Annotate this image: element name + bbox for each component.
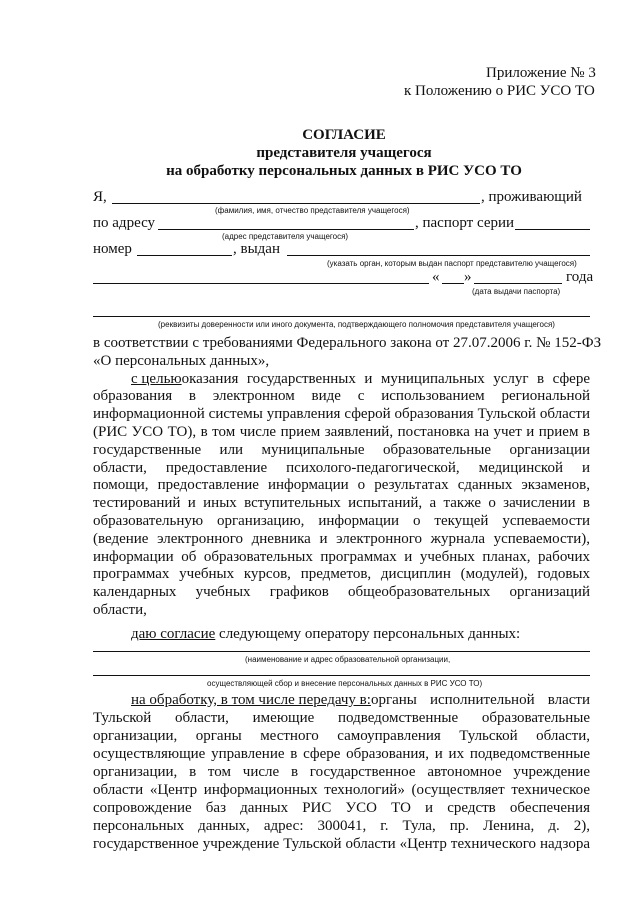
operator-hint-2: осуществляющей сбор и внесение персональных данных в РИС УСО ТО) [207, 679, 483, 688]
address-hint: (адрес представителя учащегося) [222, 232, 349, 241]
consent-line [131, 625, 520, 644]
power-of-attorney-field[interactable] [93, 316, 590, 317]
document-subtitle-2: на обработку персональных данных в РИС УСО ТО [166, 163, 522, 179]
consent-text: следующему оператору персональных данных: [215, 626, 521, 642]
purpose-last-line: области, [93, 602, 147, 618]
purpose-line: информации об образовательных программах и учебных планах, рабочих [93, 549, 590, 565]
purpose-line: (РИС УСО ТО), в том числе прием заявлений, постановка на учет и прием в [93, 424, 590, 440]
date-hint: (дата выдачи паспорта) [472, 287, 561, 296]
purpose-line: информационной системы управления сферой образования Тульской области [93, 406, 590, 422]
purpose-lead: с целью [131, 371, 182, 387]
document-subtitle: представителя учащегося [256, 145, 432, 161]
passport-label: , паспорт серии [415, 215, 515, 231]
purpose-first-line-text: оказания государственных и муниципальных услуг в сфере [181, 371, 590, 387]
processing-line: осуществляющие управление в сфере образования, и их подведомственные [93, 746, 590, 762]
issued-label: , выдан [233, 241, 280, 257]
purpose-line: области, предоставление психолого-педагогической, медицинской и [93, 460, 590, 476]
purpose-line: (ведение электронного дневника и электронного журнала успеваемости), [93, 531, 590, 547]
fio-hint: (фамилия, имя, отчество представителя учащегося) [215, 206, 410, 215]
purpose-line: образовательную организацию, информации о текущей успеваемости [93, 513, 590, 529]
purpose-line: помощи, предоставление информации о результатах сданных экзаменов, [93, 477, 590, 493]
issuer-field-continued[interactable] [93, 283, 429, 284]
power-hint: (реквизиты доверенности или иного документа, подтверждающего полномочия представителя учащегося) [158, 320, 555, 329]
address-field[interactable] [158, 229, 414, 230]
processing-line: области «Центр информационных технологий» (осуществляет техническое [93, 782, 590, 798]
issuer-hint: (указать орган, которым выдан паспорт представителю учащегося) [327, 259, 577, 268]
address-label: по адресу [93, 215, 156, 231]
fio-field[interactable] [112, 203, 480, 204]
purpose-line: программах учебных курсов, предметов, дисциплин (модулей), годовых [93, 566, 590, 582]
purpose-line: тестирований и иных вступительных испытаний, а также о зачислении в [93, 495, 590, 511]
i-label: Я, [93, 189, 107, 205]
law-line-2: «О персональных данных», [93, 353, 270, 369]
operator-hint: (наименование и адрес образовательной организации, [245, 655, 451, 664]
processing-first-line-text: органы исполнительной власти [370, 692, 590, 708]
processing-line: сопровождение баз данных РИС УСО ТО и средств обеспечения [93, 800, 590, 816]
appendix-number: Приложение № 3 [486, 65, 596, 81]
living-label: , проживающий [481, 189, 582, 205]
purpose-line: образования в электронном виде с использованием региональной [93, 388, 590, 404]
processing-line: персональных данных, адрес: 300041, г. Тула, пр. Ленина, д. 2), [93, 818, 590, 834]
processing-line: организации, органы местного самоуправления Тульской области, [93, 728, 590, 744]
issue-day-field[interactable] [442, 283, 464, 284]
processing-line: Тульской области, имеющие подведомственные образовательные [93, 710, 590, 726]
quote-open: « [432, 269, 440, 285]
issuer-field[interactable] [287, 255, 590, 256]
operator-field[interactable] [93, 651, 590, 652]
passport-series-field[interactable] [515, 229, 590, 230]
issue-month-year-field[interactable] [474, 283, 562, 284]
purpose-line: календарных учебных графиков общеобразовательных организаций [93, 584, 590, 600]
appendix-reference: к Положению о РИС УСО ТО [404, 83, 595, 99]
processing-first-line [131, 691, 590, 710]
processing-line: государственное учреждение Тульской области «Центр технического надзора [93, 836, 590, 852]
year-label: года [566, 269, 594, 285]
operator-field-continued[interactable] [93, 675, 590, 676]
document-title: СОГЛАСИЕ [302, 127, 386, 143]
processing-lead: на обработку, в том числе передачу в: [131, 692, 371, 708]
purpose-line: государственные или муниципальные образовательные организации [93, 442, 590, 458]
law-line-1: в соответствии с требованиями Федерального закона от 27.07.2006 г. № 152-ФЗ [93, 335, 602, 351]
passport-number-field[interactable] [137, 255, 232, 256]
quote-close: » [464, 269, 472, 285]
number-label: номер [93, 241, 132, 257]
consent-lead: даю согласие [131, 626, 216, 642]
processing-line: организации, в том числе в государственное автономное учреждение [93, 764, 590, 780]
